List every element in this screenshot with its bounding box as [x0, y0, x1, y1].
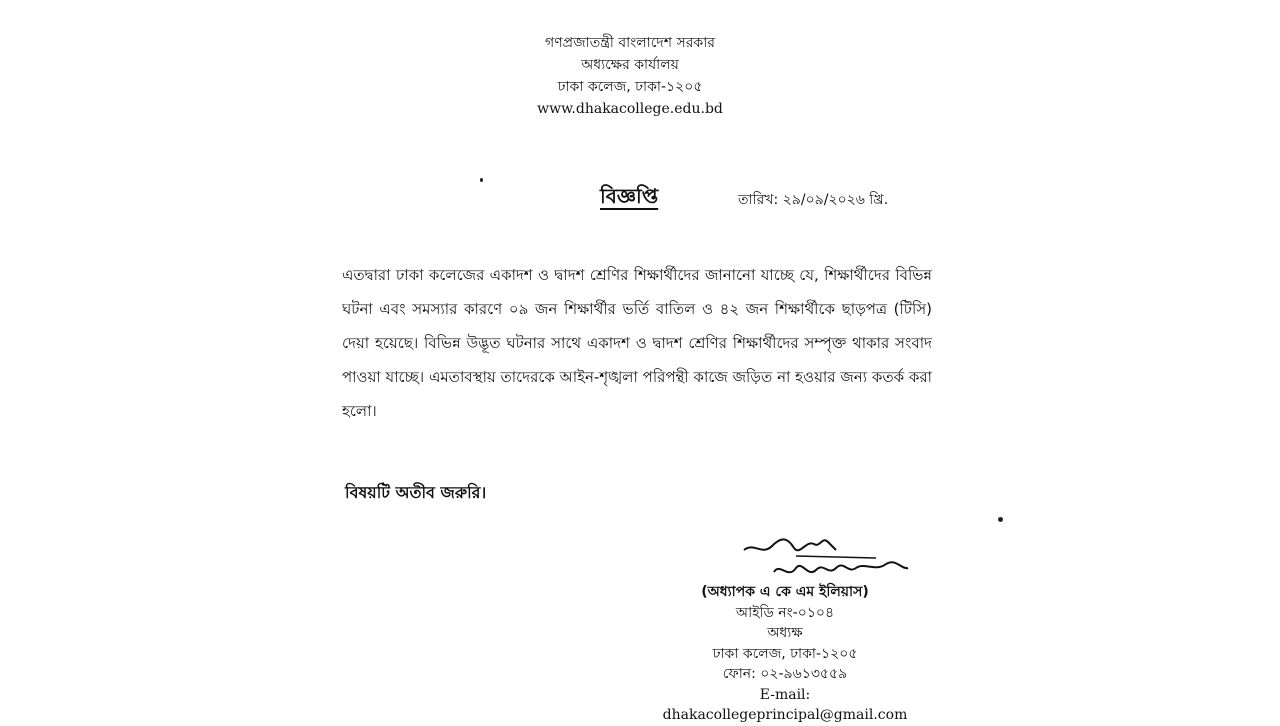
college-website: www.dhakacollege.edu.bd	[537, 101, 723, 117]
signatory-block	[640, 582, 930, 726]
notice-title: বিজ্ঞপ্তি	[600, 184, 659, 208]
government-name: গণপ্রজাতন্ত্রী বাংলাদেশ সরকার	[545, 35, 715, 51]
scan-speck	[480, 178, 483, 182]
scan-speck	[998, 517, 1003, 522]
office-name: অধ্যক্ষের কার্যালয়	[581, 57, 679, 73]
letterhead	[500, 32, 760, 120]
urgent-note: বিষয়টি অতীব জরুরি।	[345, 483, 487, 502]
signatory-name: (অধ্যাপক এ কে এম ইলিয়াস)	[701, 584, 869, 600]
signature-icon	[736, 528, 916, 588]
signatory-designation: অধ্যক্ষ	[767, 625, 803, 641]
signatory-institution: ঢাকা কলেজ, ঢাকা-১২০৫	[712, 645, 858, 662]
signatory-phone: ফোন: ০২-৯৬১৩৫৫৯	[722, 666, 848, 682]
signatory-id: আইডি নং-০১০৪	[735, 604, 835, 621]
college-address: ঢাকা কলেজ, ঢাকা-১২০৫	[557, 79, 703, 95]
signatory-email: E-mail: dhakacollegeprincipal@gmail.com	[662, 686, 908, 723]
notice-body: এতদ্বারা ঢাকা কলেজের একাদশ ও দ্বাদশ শ্রেণির শিক্ষার্থীদের জানানো যাচ্ছে যে, শিক্ষার্থীদের বিভিন্ন ঘটনা এবং সমস্যার কারণে ০৯ জন শিক্ষার্থীর ভর্তি বাতিল ও ৪২ জন শিক্ষার্থীকে ছাড়পত্র (টিসি) দেয়া হয়েছে। বিভিন্ন উদ্ভূত ঘটনার সাথে একাদশ ও দ্বাদশ শ্রেণির শিক্ষার্থীদের সম্পৃক্ত থাকার সংবাদ পাওয়া যাচ্ছে। এমতাবস্থায় তাদেরকে আইন-শৃঙ্খলা পরিপন্থী কাজে জড়িত না হওয়ার জন্য কতর্ক করা হলো।	[342, 266, 932, 420]
notice-date: তারিখ: ২৯/০৯/২০২৬ খ্রি.	[738, 192, 889, 208]
